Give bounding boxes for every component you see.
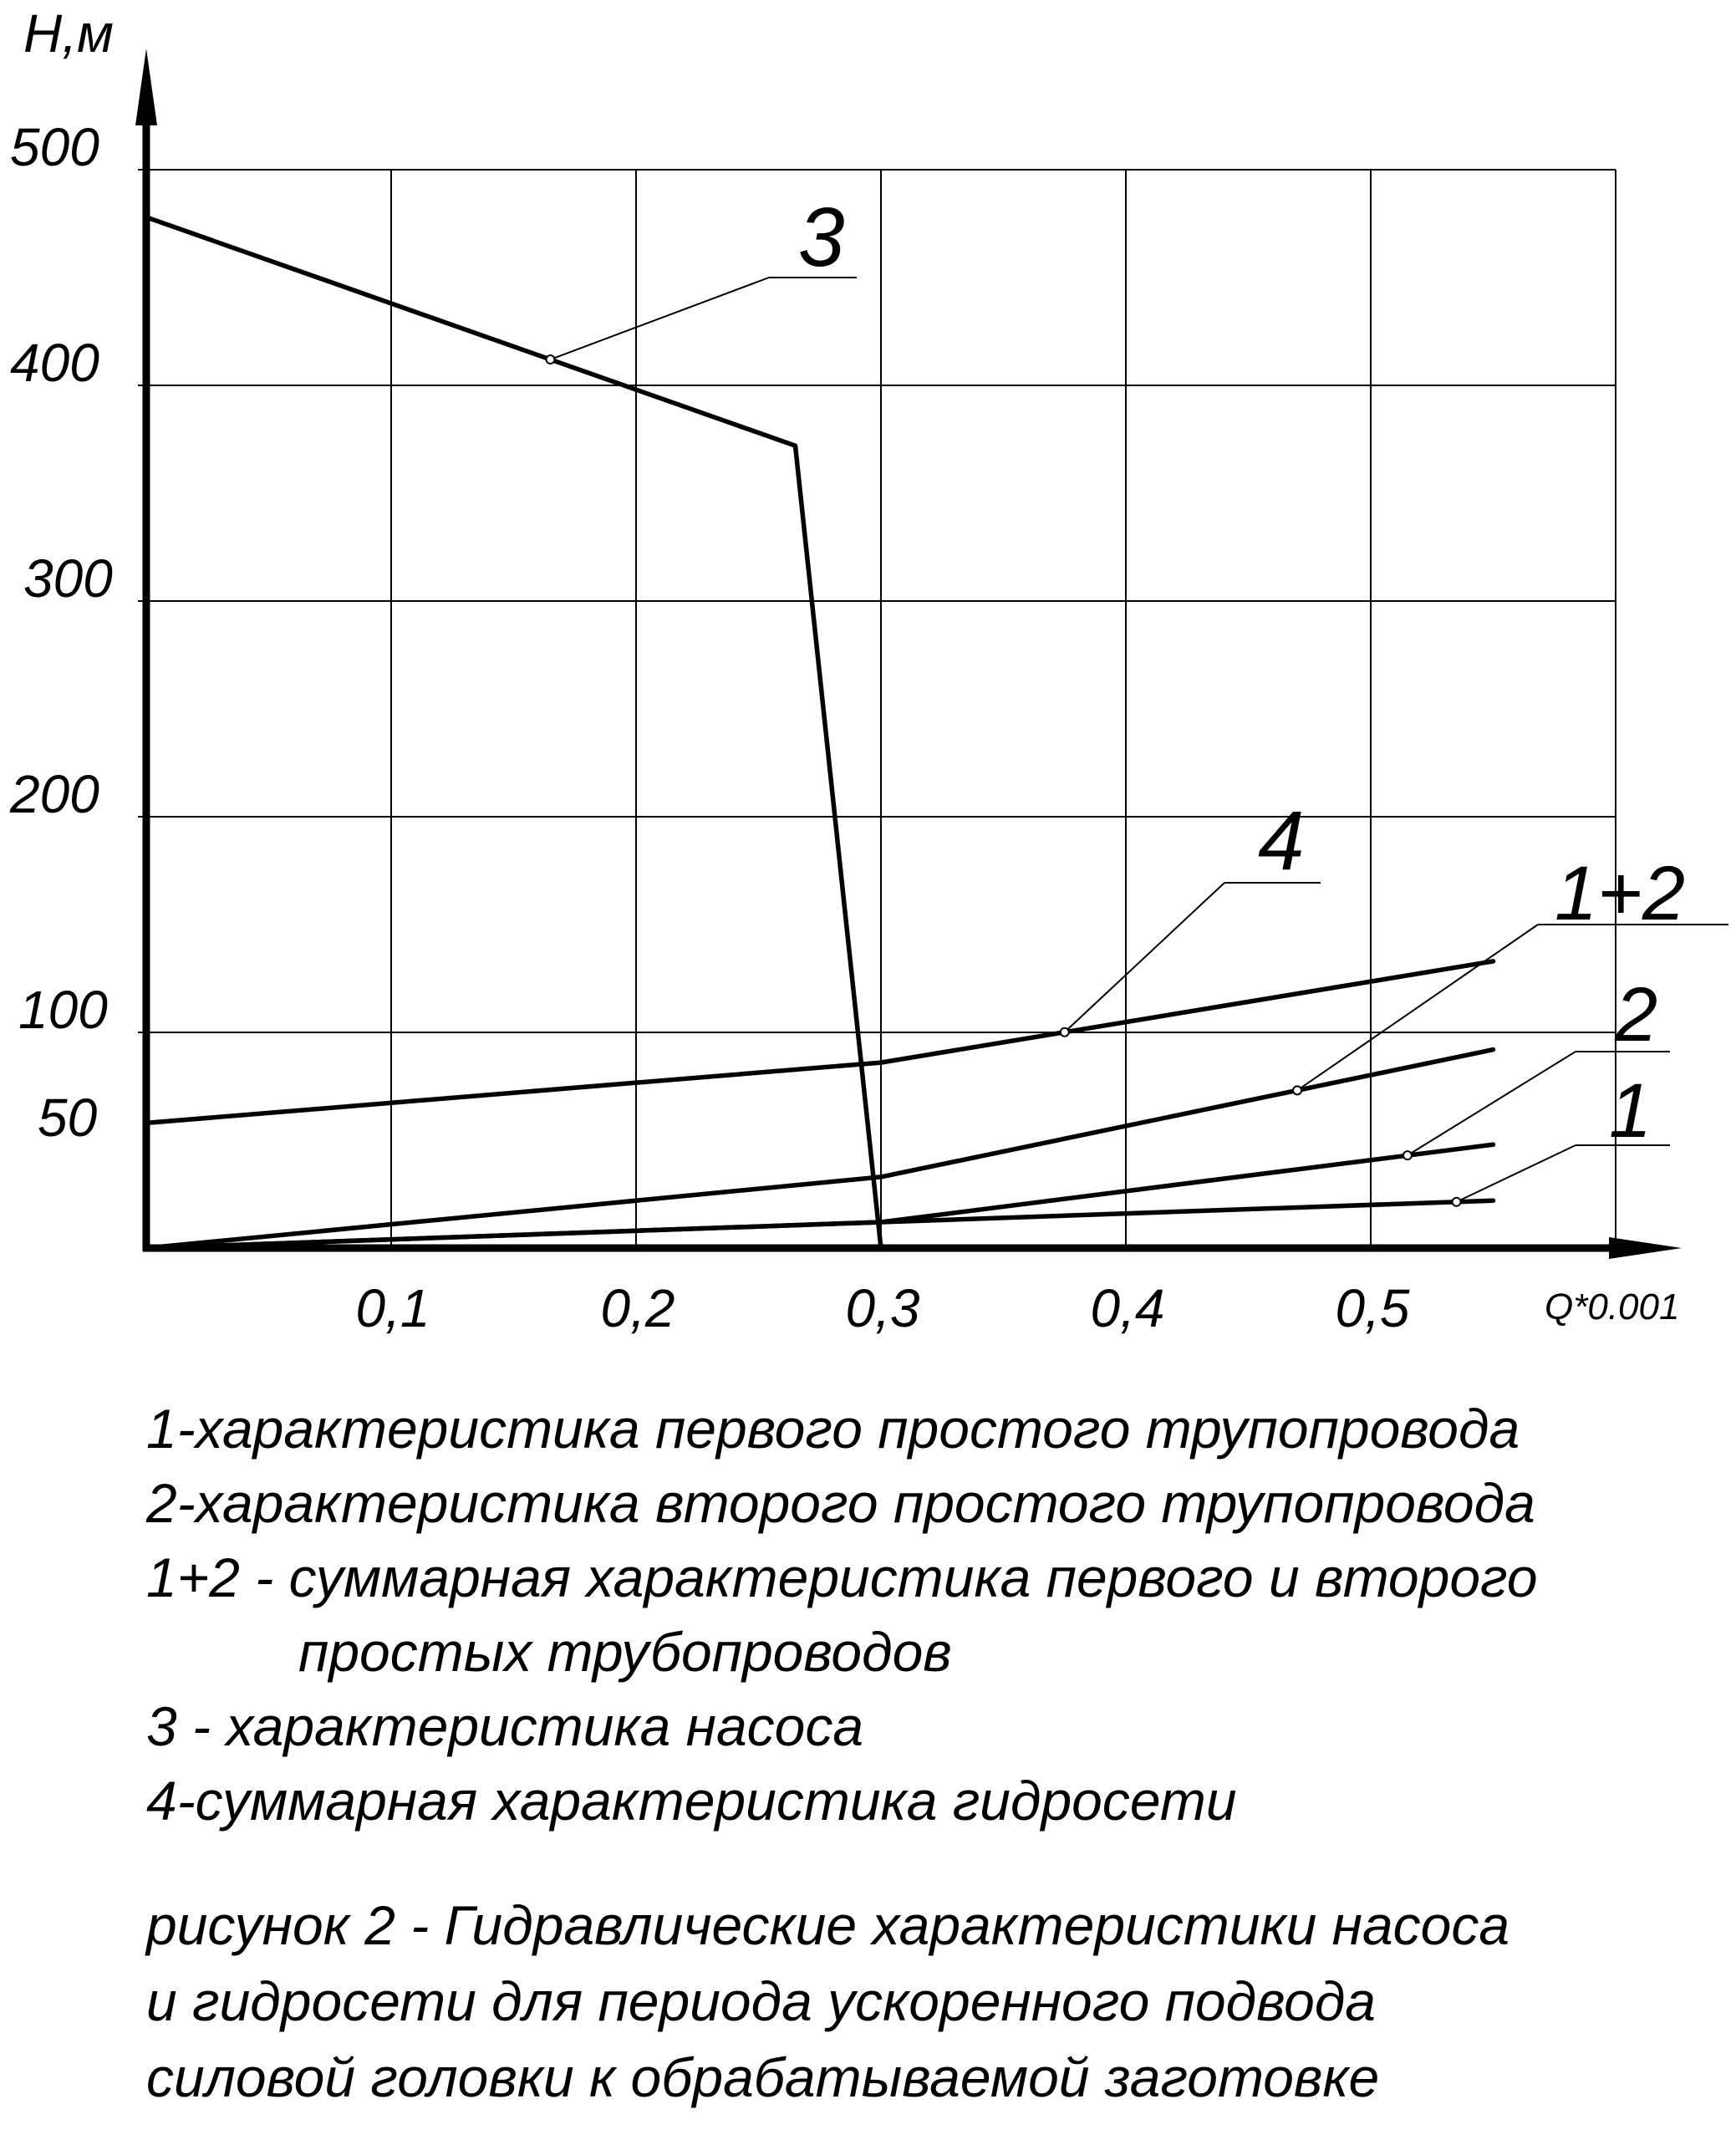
figure-caption bbox=[146, 1888, 1718, 2116]
legend-entry-4: 4-суммарная характеристика гидросети bbox=[146, 1770, 1237, 1832]
series-line-2 bbox=[146, 1144, 1494, 1248]
legend-entry-3: 3 - характеристика насоса bbox=[146, 1695, 864, 1757]
callout-anchor-dot bbox=[1453, 1198, 1461, 1206]
y-tick-label: 500 bbox=[10, 117, 99, 177]
callout-label-2: 2 bbox=[1615, 972, 1658, 1057]
axes bbox=[135, 48, 1682, 1259]
callout-label-1: 1 bbox=[1609, 1068, 1652, 1154]
caption-line-3: силовой головки к обрабатываемой заготовке bbox=[146, 2046, 1380, 2108]
legend-entry-1-plus-2-continued: простых трубопроводов bbox=[298, 1621, 952, 1683]
series-line-1-plus-2 bbox=[146, 1050, 1494, 1248]
callout-anchor-dot bbox=[1061, 1028, 1069, 1037]
legend-entry-1: 1-характеристика первого простого трупопровода bbox=[146, 1398, 1520, 1460]
callout-leader bbox=[550, 278, 769, 359]
series-line-4 bbox=[146, 961, 1494, 1124]
x-tick-label: 0,3 bbox=[845, 1278, 920, 1338]
caption-line-1: рисунок 2 - Гидравлические характеристики насоса bbox=[146, 1894, 1510, 1956]
legend-entry-2: 2-характеристика второго простого трупопровода bbox=[146, 1472, 1535, 1534]
x-axis-label: Q*0.001 bbox=[1545, 1287, 1680, 1327]
callout-label-4: 4 bbox=[1258, 794, 1305, 888]
callout-label-1-plus-2: 1+2 bbox=[1555, 851, 1686, 936]
x-tick-label: 0,2 bbox=[600, 1278, 675, 1338]
callout-leader bbox=[1408, 1052, 1576, 1155]
callout-anchor-dot bbox=[546, 355, 554, 364]
x-axis-arrow bbox=[1609, 1237, 1682, 1259]
x-tick-label: 0,1 bbox=[355, 1278, 430, 1338]
y-tick-label: 50 bbox=[38, 1088, 98, 1148]
y-axis-label: H,м bbox=[23, 3, 114, 64]
grid bbox=[138, 170, 1616, 1248]
y-tick-label: 300 bbox=[23, 548, 113, 609]
y-tick-label: 100 bbox=[18, 980, 108, 1040]
x-tick-label: 0,5 bbox=[1335, 1278, 1410, 1338]
series-lines bbox=[146, 217, 1494, 1248]
x-tick-label: 0,4 bbox=[1090, 1278, 1165, 1338]
legend bbox=[146, 1392, 1718, 1838]
legend-entry-1-plus-2: 1+2 - суммарная характеристика первого и второго bbox=[146, 1546, 1538, 1608]
callout-anchor-dot bbox=[1403, 1151, 1412, 1159]
callout-anchor-dot bbox=[1293, 1086, 1301, 1094]
y-tick-label: 200 bbox=[10, 764, 99, 824]
callout-label-3: 3 bbox=[798, 191, 845, 284]
y-tick-label: 400 bbox=[10, 333, 99, 393]
series-callouts bbox=[546, 191, 1728, 1206]
y-axis-arrow bbox=[135, 48, 157, 125]
caption-line-2: и гидросети для периода ускоренного подвода bbox=[146, 1970, 1377, 2032]
callout-leader bbox=[1457, 1145, 1576, 1202]
